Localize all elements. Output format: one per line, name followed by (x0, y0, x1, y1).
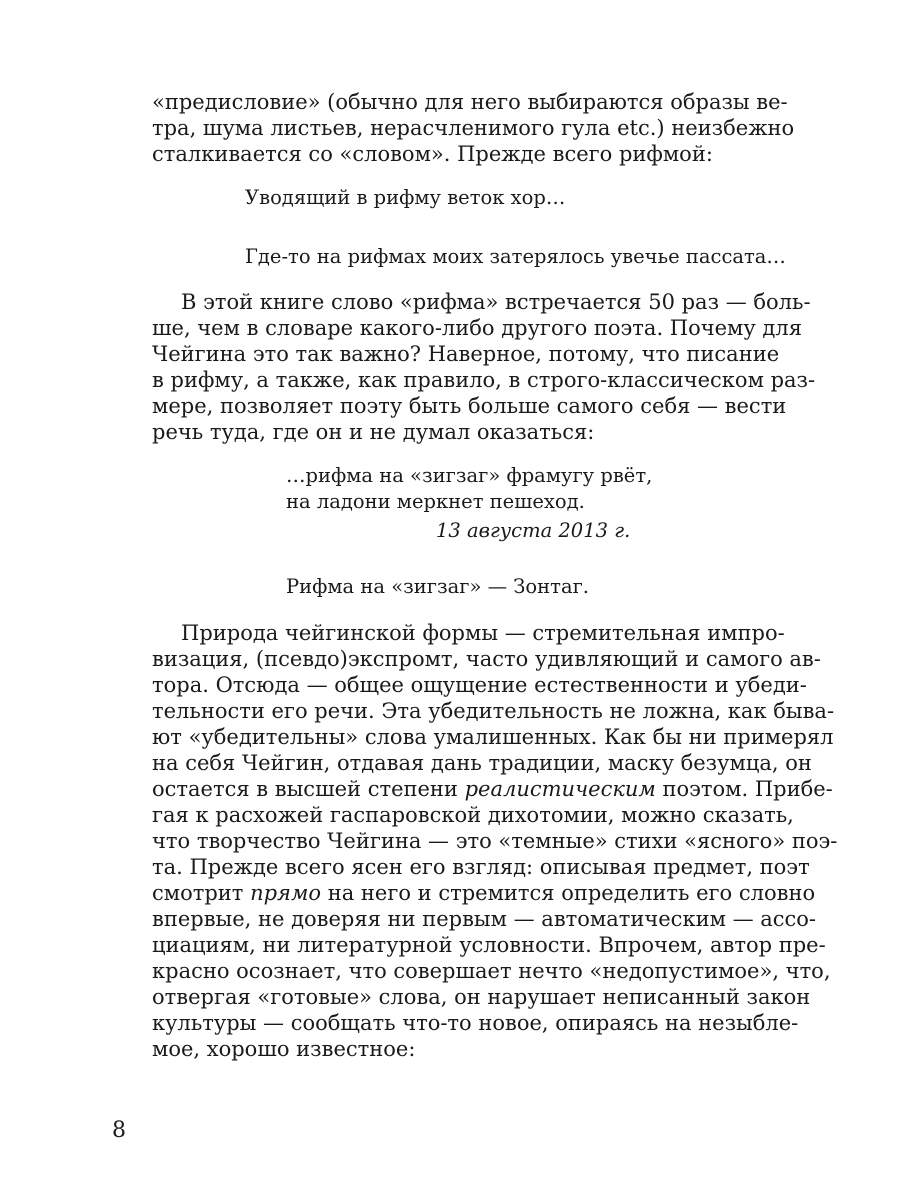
text-line: ют «убедительны» слова умалишенных. Как бы ни примерял (152, 725, 834, 749)
text-line: культуры — сообщать что-то новое, опираясь на незыбле- (152, 1011, 799, 1035)
text-line: тельности его речи. Эта убедительность не ложна, как быва- (152, 699, 835, 723)
text-line: «предисловие» (обычно для него выбираются образы ве- (152, 90, 788, 114)
text-line: красно осознает, что совершает нечто «недопустимое», что, (152, 959, 831, 983)
text-line: визация, (псевдо)экспромт, часто удивляющий и самого ав- (152, 647, 821, 671)
text-line: мере, позволяет поэту быть больше самого себя — вести (152, 394, 787, 418)
text-line: мое, хорошо известное: (152, 1037, 416, 1061)
page-number: 8 (112, 1118, 126, 1143)
text-line: речь туда, где он и не думал оказаться: (152, 420, 595, 444)
text-segment: остается в высшей степени (152, 777, 465, 801)
text-segment: поэтом. Прибе- (655, 777, 833, 801)
text-line-with-emphasis (152, 880, 816, 906)
verse-quote: Где-то на рифмах моих затерялось увечье пассата… (245, 245, 786, 268)
text-line: отвергая «готовые» слова, он нарушает неписанный закон (152, 985, 811, 1009)
text-line: Природа чейгинской формы — стремительная импро- (181, 621, 785, 645)
verse-comment: Рифма на «зигзаг» — Зонтаг. (286, 575, 589, 598)
verse-quote: Уводящий в рифму веток хор… (245, 186, 566, 209)
emphasis-word: реалистическим (464, 777, 656, 801)
text-line: в рифму, а также, как правило, в строго-классическом раз- (152, 368, 816, 392)
verse-quote: на ладони меркнет пешеход. (286, 490, 585, 513)
text-line: та. Прежде всего ясен его взгляд: описывая предмет, поэт (152, 855, 810, 879)
text-line-with-emphasis (152, 776, 833, 802)
text-line: тора. Отсюда — общее ощущение естественности и убеди- (152, 673, 807, 697)
text-line: что творчество Чейгина — это «темные» стихи «ясного» поэ- (152, 829, 838, 853)
text-line: ше, чем в словаре какого-либо другого поэта. Почему для (152, 316, 802, 340)
verse-date: 13 августа 2013 г. (436, 519, 631, 542)
text-segment: смотрит (152, 881, 251, 905)
text-line: тра, шума листьев, нерасчленимого гула etc.) неизбежно (152, 116, 795, 140)
text-line: на себя Чейгин, отдавая дань традиции, маску безумца, он (152, 751, 812, 775)
text-line: Чейгина это так важно? Наверное, потому, что писание (152, 342, 780, 366)
text-line: циациям, ни литературной условности. Впрочем, автор пре- (152, 933, 826, 957)
text-line: В этой книге слово «рифма» встречается 50 раз — боль- (181, 290, 811, 314)
text-line: сталкивается со «словом». Прежде всего рифмой: (152, 142, 713, 166)
text-line: впервые, не доверяя ни первым — автоматическим — ассо- (152, 907, 817, 931)
verse-quote: …рифма на «зигзаг» фрамугу рвёт, (286, 464, 653, 487)
text-segment: на него и стремится определить его словно (321, 881, 816, 905)
emphasis-word: прямо (250, 881, 322, 905)
text-line: гая к расхожей гаспаровской дихотомии, можно сказать, (152, 803, 794, 827)
